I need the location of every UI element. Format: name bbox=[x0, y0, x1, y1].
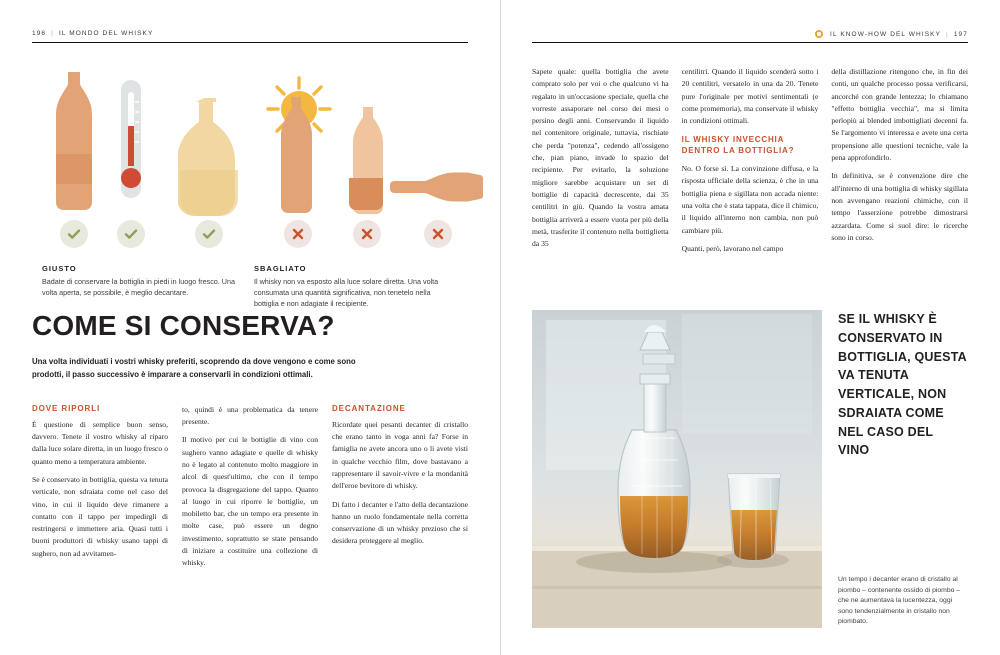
good-caption: Badate di conservare la bottiglia in piedi in luogo fresco. Una volta aperta, se possibile, è meglio decantare. bbox=[42, 277, 235, 297]
storage-illustration bbox=[32, 66, 468, 308]
right-page bbox=[500, 0, 1000, 655]
article-column-1 bbox=[32, 404, 168, 570]
check-icon bbox=[117, 220, 145, 248]
folio-separator-left: | bbox=[51, 30, 54, 37]
good-caption-block bbox=[42, 264, 262, 299]
header-rule-right bbox=[532, 42, 968, 43]
cross-icon bbox=[353, 220, 381, 248]
bottle-half-empty-icon bbox=[346, 104, 392, 216]
article-column-2 bbox=[182, 404, 318, 570]
good-items-row bbox=[42, 66, 262, 216]
article-columns bbox=[32, 404, 468, 570]
decanter-photo-wrap bbox=[532, 310, 822, 628]
header-rule-left bbox=[32, 42, 468, 43]
bad-caption-block bbox=[254, 264, 484, 309]
paragraph: No. O forse sì. La convinzione diffusa, e la risposta ufficiale della scienza, è che in una bottiglia piena e sigillata non accada niente: una volta che è stata tappata, dice il chimico, il liquido all'interno non cambia, non può cambiare più. bbox=[681, 164, 819, 235]
decanter-icon bbox=[178, 98, 242, 218]
photo-and-quote-block bbox=[532, 310, 968, 628]
running-head-left bbox=[32, 30, 153, 37]
section-title-left: IL MONDO DEL WHISKY bbox=[58, 30, 154, 37]
pull-quote-wrap bbox=[838, 310, 968, 628]
folio-left: 196 bbox=[32, 30, 47, 37]
bottle-upright-icon bbox=[272, 94, 322, 216]
section-title-right: IL KNOW-HOW DEL WHISKY bbox=[830, 30, 942, 38]
decanter-with-whisky-photo bbox=[532, 310, 822, 628]
illustration-good-group bbox=[42, 66, 262, 299]
column-heading-invecchia: IL WHISKY INVECCHIA DENTRO LA BOTTIGLIA? bbox=[681, 135, 795, 156]
whisky-dot-icon bbox=[815, 30, 823, 38]
bottle-upright-icon bbox=[46, 66, 102, 216]
check-icon bbox=[60, 220, 88, 248]
pull-quote: SE IL WHISKY È CONSERVATO IN BOTTIGLIA, QUESTA VA TENUTA VERTICALE, NON SDRAIATA COME NEL CASO DEL VINO bbox=[838, 312, 967, 458]
paragraph: In definitiva, se è convenzione dire che all'interno di una bottiglia di whisky sigillata non avvengano reazioni chimiche, con il tempo l'asserzione potrebbe dimostrarsi azzardata. Come si suol dire: le ricerche sono in corso. bbox=[831, 171, 969, 242]
column-heading-dove-riporli: DOVE RIPORLI bbox=[32, 403, 101, 413]
right-column-2 bbox=[682, 66, 819, 255]
paragraph: Se è conservato in bottiglia, questa va tenuta verticale, non sdraiata come nel caso del vino, in cui il liquido deve rimanere a contatto con il tappo per impedirgli di restringersi e immettere aria. Quasi tutti i buoni produttori di whisky usano tappi di sughero, non ad avvitamen- bbox=[32, 474, 168, 558]
paragraph: Quanti, però, lavorano nel campo bbox=[681, 243, 784, 253]
column-heading-decantazione: DECANTAZIONE bbox=[332, 403, 406, 413]
bad-items-row bbox=[254, 66, 484, 216]
folio-separator-right: | bbox=[946, 30, 949, 38]
running-head-right bbox=[815, 30, 968, 38]
article-dek: Una volta individuati i vostri whisky preferiti, scoprendo da dove vengono e come sono prodotti, il passo successivo è imparare a conservarli in condizioni ottimali. bbox=[32, 357, 356, 379]
cross-icon bbox=[424, 220, 452, 248]
paragraph: centilitri. Quando il liquido scenderà sotto i 20 centilitri, versatelo in una da 20. Tenete pure l'originale per motivi sentimentali (e come promemoria), ma conservate il whisky in condizioni ottimali. bbox=[681, 67, 819, 126]
bad-label: SBAGLIATO bbox=[254, 264, 307, 273]
bad-caption: Il whisky non va esposto alla luce solare diretta. Una volta consumata una quantità significativa, non tenetelo nella bottiglia e non adagiate il recipiente. bbox=[254, 277, 439, 308]
good-badges-row bbox=[42, 220, 262, 250]
right-text-columns bbox=[532, 66, 968, 255]
paragraph: Ricordate quei pesanti decanter di cristallo che erano tanto in voga anni fa? Forse in famiglia ne avete ancora uno o li avete visti in qualche vecchio film, dove bastavano a rappresentare il savoir-vivre e la mondanità dell'eroe bevitore di whisky. bbox=[332, 419, 468, 491]
paragraph: Il motivo per cui le bottiglie di vino con sughero vanno adagiate e quelle di whisky no è legato al contenuto molto maggiore in alcol di quest'ultimo, che con il tempo provoca la disgregazione del tappo. Quanto al luogo in cui riporre le bottiglie, un mobiletto bar, che un tempo era presente in molte case, può essere un degno investimento, soprattutto se state pensando di iniziare a costituire una collezione di whisky. bbox=[182, 435, 318, 568]
illustration-bad-group bbox=[254, 66, 484, 309]
page-title: COME SI CONSERVA? bbox=[32, 310, 335, 341]
paragraph: Sapete quale: quella bottiglia che avete comprato solo per voi o che qualcuno vi ha regalato in un'occasione speciale, quella che vorreste assaporare nel corso dei mesi o persino degli anni. Conservando il liquido nel contenitore originale, tuttavia, rischiate che perda "potenza", cedendo all'ossigeno che, pian piano, invade lo spazio del recipiente. Per evitarlo, la soluzione migliore sarebbe acquistare un set di bottiglie di capacità decrescente, dai 35 centilitri in giù. Quando la vostra amata bottiglia arriverà a essere vuota per più della metà, trasferite il contenuto nella bottiglietta da 35 bbox=[532, 67, 669, 249]
check-icon bbox=[195, 220, 223, 248]
photo-caption: Un tempo i decanter erano di cristallo al piombo – contenente ossido di piombo – che ne aumentava la lucentezza, oggi sono tendenzialmente in cristallo non piombato. bbox=[838, 576, 961, 626]
paragraph: della distillazione ritengono che, in fin dei conti, un qualche processo possa verificarsi, ancorché con grande lentezza; lo chiamano "effetto bottiglia vecchia", ma si limita perlopiù ai blended imbottigliati decenni fa. Se l'argomento vi interessa e avete una certa propensione alle questioni tecniche, vale la pena approfondirlo. bbox=[831, 67, 969, 163]
bottle-lying-icon bbox=[390, 170, 486, 214]
cross-icon bbox=[284, 220, 312, 248]
paragraph: È questione di semplice buon senso, davvero. Tenete il vostro whisky al riparo dalla luce solare diretta, in un luogo fresco o quanto meno a temperatura ambiente. bbox=[32, 419, 168, 466]
paragraph: Di fatto i decanter e l'atto della decantazione hanno un ruolo fondamentale nella corretta conservazione di un whisky prezioso che si desidera proteggere al meglio. bbox=[332, 499, 468, 546]
bad-badges-row bbox=[254, 220, 484, 250]
folio-right: 197 bbox=[953, 30, 968, 38]
decanter-photo-art bbox=[532, 310, 822, 628]
page-gutter bbox=[500, 0, 501, 655]
right-column-1 bbox=[532, 66, 669, 255]
good-label: GIUSTO bbox=[42, 264, 77, 273]
right-column-3 bbox=[831, 66, 968, 255]
paragraph: to, quindi è una problematica da tenere presente. bbox=[182, 404, 318, 427]
article-column-3 bbox=[332, 404, 468, 570]
thermometer-icon bbox=[118, 80, 144, 210]
